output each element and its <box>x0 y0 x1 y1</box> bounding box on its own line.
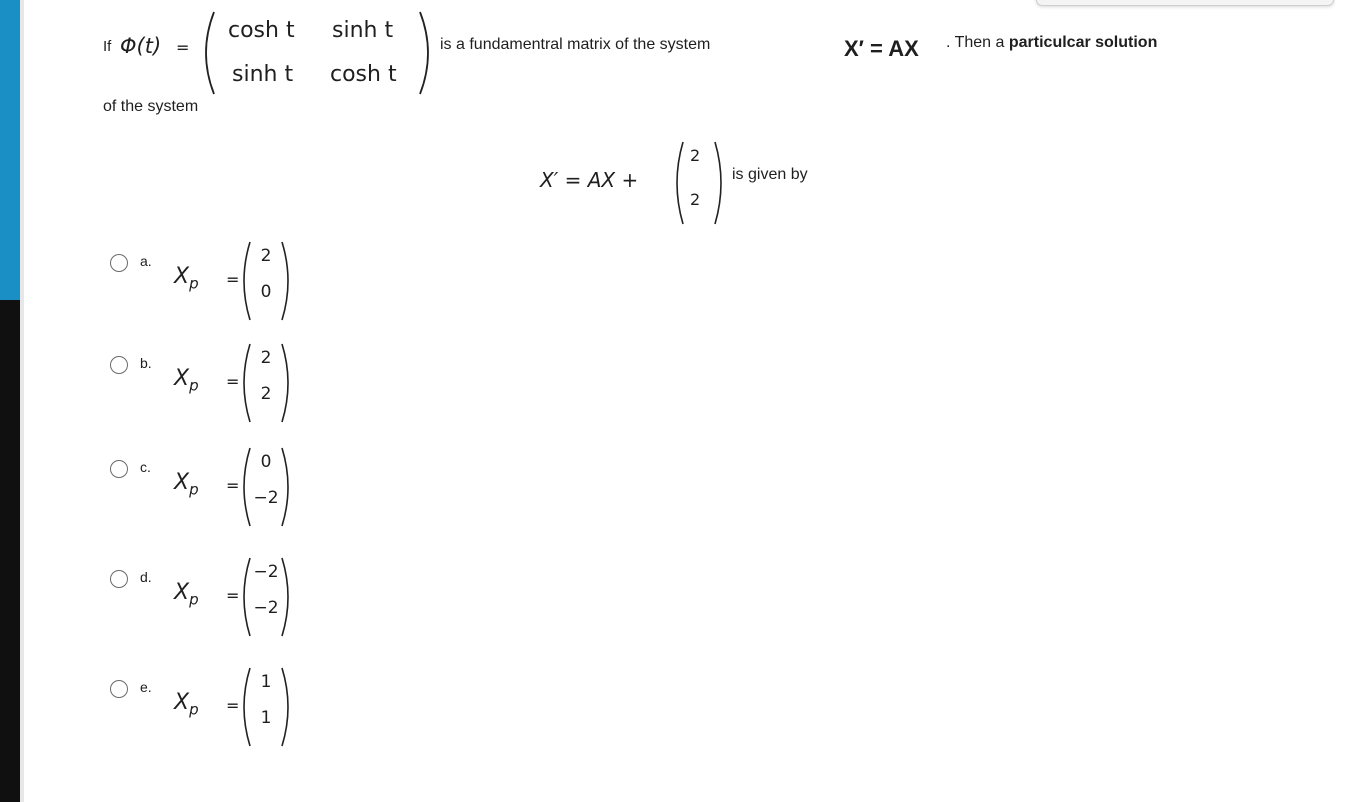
phi-label: Φ(t) <box>120 34 162 58</box>
option-d-radio[interactable] <box>110 570 128 588</box>
phi-equals: = <box>176 38 190 57</box>
option-equals: = <box>226 476 240 495</box>
matrix-right-paren <box>416 10 438 96</box>
xp-label <box>174 580 199 608</box>
nonhomogeneous-equation: X′ = AX + <box>540 168 639 192</box>
then-text: . Then a <box>946 34 1005 51</box>
option-b[interactable] <box>110 348 410 452</box>
forcing-vector-top: 2 <box>690 146 701 165</box>
system-equation: X′ = AX <box>844 36 919 61</box>
option-letter: c. <box>140 459 151 475</box>
option-letter: e. <box>140 679 152 695</box>
option-a-radio[interactable] <box>110 254 128 272</box>
xp-symbol: X <box>174 690 190 715</box>
option-c[interactable] <box>110 452 410 556</box>
matrix-cell-r2c1: sinh t <box>232 62 294 87</box>
option-equals: = <box>226 586 240 605</box>
option-vector-bottom: 0 <box>260 282 272 302</box>
option-c-radio[interactable] <box>110 460 128 478</box>
xp-subscript: p <box>189 376 199 395</box>
matrix-cell-r1c1: cosh t <box>228 18 295 43</box>
option-e-radio[interactable] <box>110 680 128 698</box>
left-divider <box>20 0 24 802</box>
matrix-left-paren <box>196 10 218 96</box>
question-if: If <box>103 38 112 55</box>
xp-symbol: X <box>174 470 190 495</box>
xp-subscript: p <box>189 274 199 293</box>
xp-subscript: p <box>189 590 199 609</box>
left-dark-bar <box>0 300 20 802</box>
xp-symbol: X <box>174 580 190 605</box>
option-equals: = <box>226 696 240 715</box>
xp-subscript: p <box>189 700 199 719</box>
option-vector-bottom: 2 <box>260 384 272 404</box>
option-vector-bottom: 1 <box>260 708 272 728</box>
option-letter: d. <box>140 569 152 585</box>
option-vector-top: −2 <box>253 562 279 582</box>
option-d[interactable] <box>110 562 410 666</box>
top-right-panel <box>1036 0 1334 6</box>
question-text-fundamental: is a fundamentral matrix of the system <box>440 36 711 53</box>
particular-solution-text: particulcar solution <box>1008 34 1158 51</box>
option-b-radio[interactable] <box>110 356 128 374</box>
matrix-cell-r2c2: cosh t <box>330 62 397 87</box>
option-equals: = <box>226 270 240 289</box>
option-letter: a. <box>140 253 152 269</box>
option-vector-top: 2 <box>260 348 272 368</box>
option-vector-top: 1 <box>260 672 272 692</box>
question-text-of-system: of the system <box>103 98 199 115</box>
left-accent-bar <box>0 0 20 300</box>
option-vector-top: 0 <box>260 452 272 472</box>
xp-label <box>174 264 199 292</box>
option-letter: b. <box>140 355 152 371</box>
forcing-vector-bottom: 2 <box>690 190 701 209</box>
matrix-cell-r1c2: sinh t <box>332 18 394 43</box>
option-vector-bottom: −2 <box>253 488 279 508</box>
xp-symbol: X <box>174 366 190 391</box>
question-text-then <box>946 34 1157 52</box>
xp-label <box>174 366 199 394</box>
option-vector-bottom: −2 <box>253 598 279 618</box>
xp-label <box>174 690 199 718</box>
xp-symbol: X <box>174 264 190 289</box>
vector-right-paren <box>712 140 728 226</box>
option-e[interactable] <box>110 672 410 776</box>
option-vector-top: 2 <box>260 246 272 266</box>
xp-label <box>174 470 199 498</box>
xp-subscript: p <box>189 480 199 499</box>
given-by-text: is given by <box>732 166 808 183</box>
option-equals: = <box>226 372 240 391</box>
vector-left-paren <box>670 140 686 226</box>
option-a[interactable] <box>110 246 410 350</box>
